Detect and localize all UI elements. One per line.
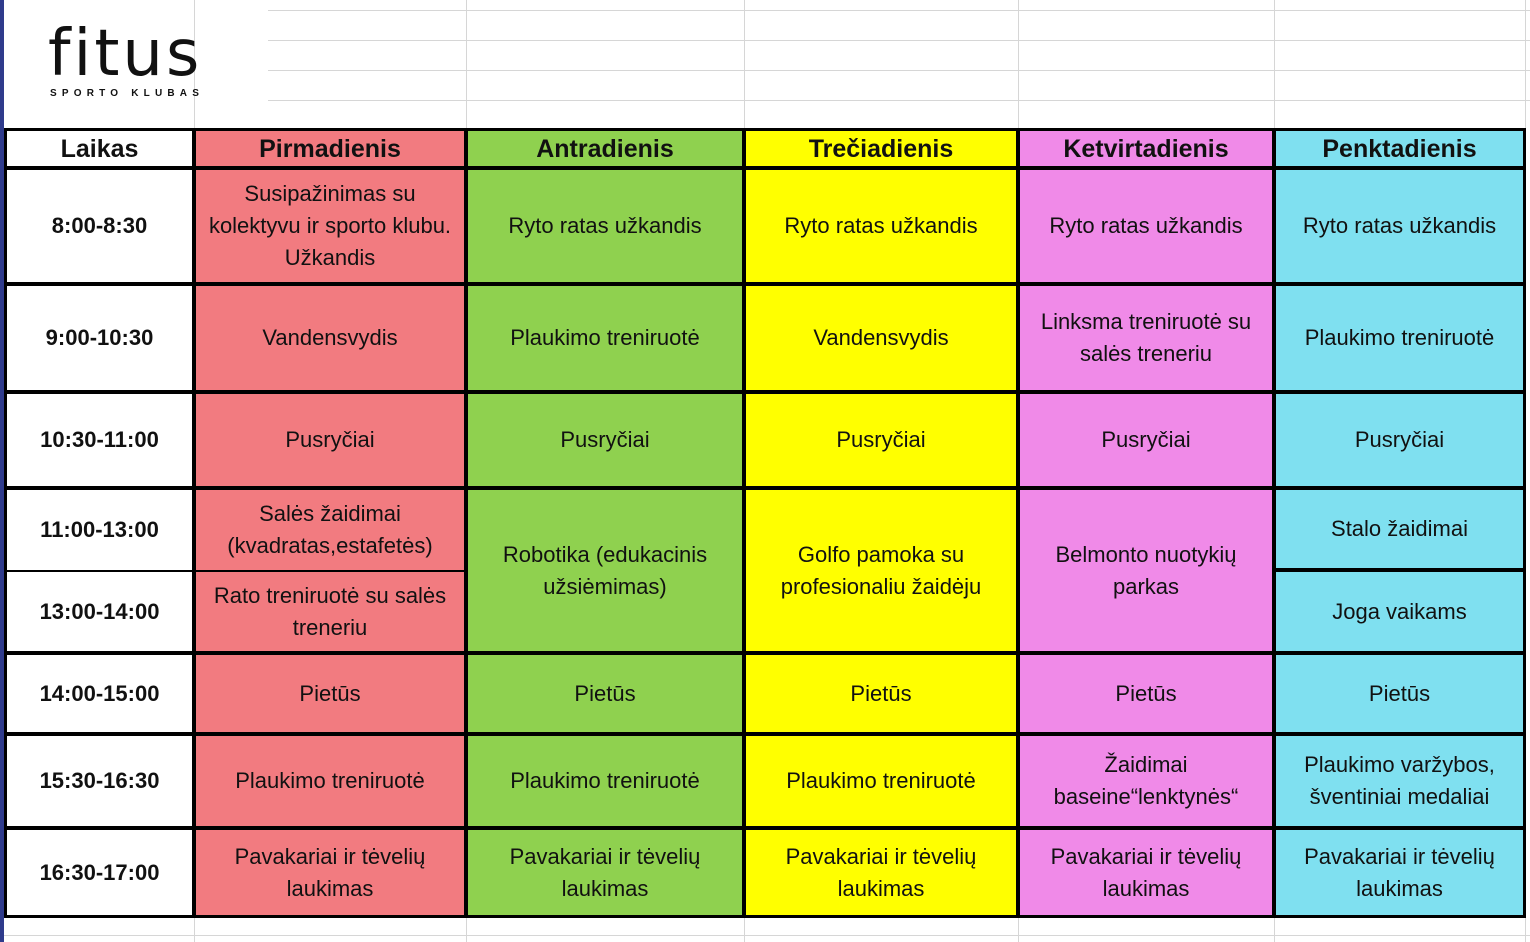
friday-activity[interactable]: Plaukimo varžybos, šventiniai medaliai (1276, 736, 1523, 826)
thursday-activity[interactable]: Pusryčiai (1020, 394, 1272, 486)
time-cell[interactable]: 8:00-8:30 (7, 170, 192, 282)
header-tuesday[interactable]: Antradienis (468, 131, 742, 166)
header-time[interactable]: Laikas (7, 131, 192, 166)
wednesday-activity[interactable]: Golfo pamoka su profesionaliu žaidėju (746, 490, 1016, 651)
wednesday-activity[interactable]: Pusryčiai (746, 394, 1016, 486)
tuesday-activity[interactable]: Pusryčiai (468, 394, 742, 486)
monday-activity[interactable]: Rato treniruotė su salės treneriu (196, 571, 464, 651)
monday-activity[interactable]: Pusryčiai (196, 394, 464, 486)
tuesday-activity[interactable]: Pietūs (468, 655, 742, 732)
header-wednesday[interactable]: Trečiadienis (746, 131, 1016, 166)
time-cell[interactable]: 10:30-11:00 (7, 394, 192, 486)
tuesday-activity[interactable]: Plaukimo treniruotė (468, 286, 742, 390)
friday-activity[interactable]: Pusryčiai (1276, 394, 1523, 486)
thursday-activity[interactable]: Belmonto nuotykių parkas (1020, 490, 1272, 651)
header-friday[interactable]: Penktadienis (1276, 131, 1523, 166)
wednesday-activity[interactable]: Vandensvydis (746, 286, 1016, 390)
wednesday-activity[interactable]: Pavakariai ir tėvelių laukimas (746, 830, 1016, 915)
thursday-activity[interactable]: Linksma treniruotė su salės treneriu (1020, 286, 1272, 390)
monday-activity[interactable]: Salės žaidimai (kvadratas,estafetės) (196, 490, 464, 570)
friday-activity[interactable]: Stalo žaidimai (1276, 490, 1523, 568)
monday-activity[interactable]: Susipažinimas su kolektyvu ir sporto klubu. Užkandis (196, 170, 464, 282)
monday-activity[interactable]: Plaukimo treniruotė (196, 736, 464, 826)
header-thursday[interactable]: Ketvirtadienis (1020, 131, 1272, 166)
time-cell[interactable]: 13:00-14:00 (7, 571, 192, 651)
tuesday-activity[interactable]: Plaukimo treniruotė (468, 736, 742, 826)
logo-wordmark: fitus (48, 17, 203, 91)
monday-activity[interactable]: Pavakariai ir tėvelių laukimas (196, 830, 464, 915)
friday-activity[interactable]: Plaukimo treniruotė (1276, 286, 1523, 390)
friday-activity[interactable]: Joga vaikams (1276, 572, 1523, 651)
thursday-activity[interactable]: Pavakariai ir tėvelių laukimas (1020, 830, 1272, 915)
header-monday[interactable]: Pirmadienis (196, 131, 464, 166)
time-cell[interactable]: 16:30-17:00 (7, 830, 192, 915)
thursday-activity[interactable]: Žaidimai baseine“lenktynės“ (1020, 736, 1272, 826)
fitus-logo (48, 17, 238, 102)
schedule-table (4, 128, 1526, 918)
thursday-activity[interactable]: Ryto ratas užkandis (1020, 170, 1272, 282)
time-cell[interactable]: 9:00-10:30 (7, 286, 192, 390)
wednesday-activity[interactable]: Plaukimo treniruotė (746, 736, 1016, 826)
friday-activity[interactable]: Pavakariai ir tėvelių laukimas (1276, 830, 1523, 915)
friday-activity[interactable]: Pietūs (1276, 655, 1523, 732)
tuesday-activity[interactable]: Pavakariai ir tėvelių laukimas (468, 830, 742, 915)
time-cell[interactable]: 11:00-13:00 (7, 490, 192, 570)
logo-subtitle: SPORTO KLUBAS (50, 88, 205, 99)
time-cell[interactable]: 15:30-16:30 (7, 736, 192, 826)
wednesday-activity[interactable]: Ryto ratas užkandis (746, 170, 1016, 282)
monday-activity[interactable]: Pietūs (196, 655, 464, 732)
tuesday-activity[interactable]: Robotika (edukacinis užsiėmimas) (468, 490, 742, 651)
tuesday-activity[interactable]: Ryto ratas užkandis (468, 170, 742, 282)
time-cell[interactable]: 14:00-15:00 (7, 655, 192, 732)
thursday-activity[interactable]: Pietūs (1020, 655, 1272, 732)
monday-activity[interactable]: Vandensvydis (196, 286, 464, 390)
wednesday-activity[interactable]: Pietūs (746, 655, 1016, 732)
friday-activity[interactable]: Ryto ratas užkandis (1276, 170, 1523, 282)
